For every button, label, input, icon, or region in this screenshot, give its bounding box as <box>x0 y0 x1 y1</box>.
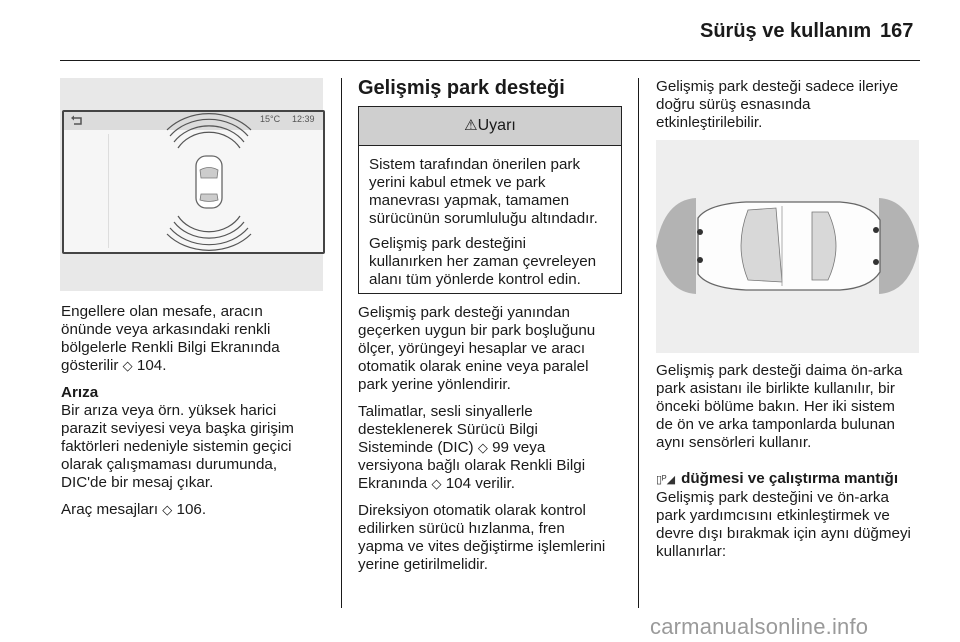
text-line: DIC'de bir mesaj çıkar. <box>61 474 214 491</box>
text-line: aynı sensörleri kullanır. <box>656 434 812 451</box>
text-line: yerini kabul etmek ve park <box>369 174 546 191</box>
text-line: bölgelerle Renkli Bilgi Ekranında <box>61 339 280 356</box>
text-line: yapma ve vites değiştirme işlemlerini <box>358 538 606 555</box>
text-line: versiyona bağlı olarak Renkli Bilgi <box>358 457 586 474</box>
text-line: desteklenerek Sürücü Bilgi <box>358 421 538 438</box>
text-line: otomatik olarak enine veya paralel <box>358 358 589 375</box>
section-heading-button-logic <box>656 470 936 489</box>
text-line: olarak çalışmaması durumunda, <box>61 456 278 473</box>
page-reference-icon: ◇ <box>477 440 488 455</box>
text-line: Gelişmiş park desteği yanından <box>358 304 570 321</box>
column-1 <box>61 303 331 528</box>
column-3-top <box>656 78 926 141</box>
text-line: park asistanı ile birlikte kullanılır, bir <box>656 380 895 397</box>
warning-paragraph <box>369 156 613 228</box>
page-reference[interactable]: 104 verilir. <box>445 475 515 492</box>
page-reference-icon: ◇ <box>431 476 442 491</box>
warning-body <box>359 146 621 289</box>
page-reference-icon: ◇ <box>122 358 133 373</box>
text-line: devre dışı bırakmak için aynı düğmeyi <box>656 525 911 542</box>
park-assist-paragraph <box>358 304 633 394</box>
text-line: Talimatlar, sesli sinyallerle <box>358 403 533 420</box>
text-line: ölçer, yörüngeyi hesaplar ve aracı <box>358 340 586 357</box>
vehicle-messages-paragraph <box>61 501 331 519</box>
column-3-bottom <box>656 362 936 570</box>
text-line: Gelişmiş park desteği daima ön-arka <box>656 362 903 379</box>
text-line: edilirken sürücü hızlanma, fren <box>358 520 565 537</box>
text-line: Sistem tarafından önerilen park <box>369 156 581 173</box>
warning-box <box>358 106 622 294</box>
text-line: geçerken uygun bir park boşluğunu <box>358 322 596 339</box>
text-line: Bir arıza veya örn. yüksek harici <box>61 402 277 419</box>
page-number: 167 <box>880 20 914 42</box>
forward-only-paragraph <box>656 78 926 132</box>
warning-triangle-icon: ⚠ <box>464 117 478 134</box>
page-reference-icon: ◇ <box>162 502 173 517</box>
text-line: yerine getirilmelidir. <box>358 556 488 573</box>
page-reference[interactable]: 106. <box>176 501 207 518</box>
text-line: parazit seviyesi veya başka girişim <box>61 420 294 437</box>
warning-header <box>359 107 621 146</box>
text-line: alanı tüm yönlerde kontrol edin. <box>369 271 581 288</box>
text-line: gösterilir <box>61 357 119 374</box>
text-line: Gelişmiş park desteğini <box>369 235 526 252</box>
warning-title: Uyarı <box>477 117 516 134</box>
combined-assist-paragraph <box>656 362 936 452</box>
text-line: Ekranında <box>358 475 428 492</box>
display-time: 12:39 <box>292 114 315 124</box>
text-line: kullanırlar: <box>656 543 727 560</box>
text-line: Gelişmiş park desteğini ve ön-arka <box>656 489 889 506</box>
text-line: etkinleştirilebilir. <box>656 114 763 131</box>
sensor-zones-figure <box>656 140 919 353</box>
button-paragraph <box>656 489 936 561</box>
text-line: park yardımcısını etkinleştirmek ve <box>656 507 890 524</box>
subheading-text: düğmesi ve çalıştırma mantığı <box>681 470 899 487</box>
text-line: kullanırken her zaman çevreleyen <box>369 253 597 270</box>
info-display-screen <box>62 110 325 254</box>
car-sensor-zones-icon <box>656 140 919 353</box>
distance-paragraph <box>61 303 331 375</box>
header-rule <box>60 60 920 61</box>
fault-paragraph <box>61 402 331 492</box>
steering-paragraph <box>358 502 633 574</box>
text-line: Gelişmiş park desteği sadece ileriye <box>656 78 899 95</box>
watermark: carmanualsonline.info <box>650 614 869 639</box>
text-line: manevrası yapmak, tamamen <box>369 192 570 209</box>
text-line: faktörleri nedeniyle sistemin geçici <box>61 438 292 455</box>
column-divider-2 <box>638 78 639 608</box>
text-line: park yerine yönlendirir. <box>358 376 511 393</box>
section-heading-advanced-park-assist: Gelişmiş park desteği <box>358 77 565 99</box>
text-line: önceki bölüme bakın. Her iki sistem <box>656 398 895 415</box>
parking-display-figure <box>60 78 323 291</box>
text-line: Engellere olan mesafe, aracın <box>61 303 263 320</box>
column-divider-1 <box>341 78 342 608</box>
text-line: önünde veya arkasındaki renkli <box>61 321 271 338</box>
display-temperature: 15°C <box>260 114 281 124</box>
warning-paragraph <box>369 235 613 289</box>
text-line: doğru sürüş esnasında <box>656 96 811 113</box>
park-assist-button-icon: ▯ᴾ◢ <box>656 474 676 486</box>
instructions-paragraph <box>358 403 633 493</box>
car-top-view-icon <box>64 112 323 252</box>
section-heading-fault: Arıza <box>61 384 99 401</box>
page-reference[interactable]: 99 veya <box>492 439 546 456</box>
text-line: Sisteminde (DIC) <box>358 439 474 456</box>
text-line: sürücünün sorumluluğu altındadır. <box>369 210 598 227</box>
running-header: Sürüş ve kullanım <box>700 20 872 42</box>
text-line: de ön ve arka tamponlarda bulunan <box>656 416 895 433</box>
column-2 <box>358 304 633 583</box>
text-line: Direksiyon otomatik olarak kontrol <box>358 502 586 519</box>
page-reference[interactable]: 104. <box>136 357 167 374</box>
text-line: Araç mesajları <box>61 501 159 518</box>
